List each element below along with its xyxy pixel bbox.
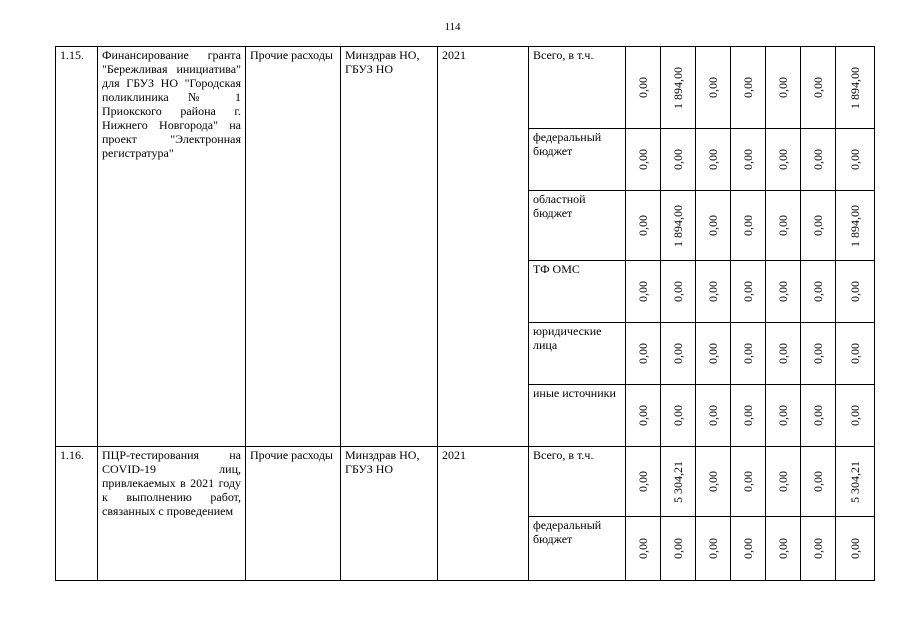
amount-cell — [836, 517, 875, 581]
amount-cell — [836, 385, 875, 447]
amount-cell — [766, 261, 801, 323]
amount-value: 0,00 — [848, 538, 862, 559]
amount-value: 0,00 — [776, 149, 790, 170]
amount-cell — [661, 385, 696, 447]
amount-cell — [836, 447, 875, 517]
amount-cell — [801, 47, 836, 129]
amount-value: 5 304,21 — [671, 460, 685, 503]
funding-source-label: юридические лица — [529, 323, 626, 385]
amount-value: 0,00 — [741, 215, 755, 236]
amount-cell — [836, 47, 875, 129]
funding-source-label: иные источники — [529, 385, 626, 447]
amount-cell — [696, 191, 731, 261]
amount-value: 0,00 — [776, 343, 790, 364]
amount-cell — [731, 129, 766, 191]
amount-cell — [766, 517, 801, 581]
amount-cell — [731, 447, 766, 517]
amount-value: 0,00 — [706, 281, 720, 302]
expense-type: Прочие расходы — [246, 47, 341, 447]
amount-cell — [766, 447, 801, 517]
amount-value: 0,00 — [636, 471, 650, 492]
amount-cell — [766, 129, 801, 191]
amount-value: 0,00 — [811, 281, 825, 302]
amount-cell — [801, 447, 836, 517]
amount-cell — [766, 191, 801, 261]
amount-cell — [836, 261, 875, 323]
amount-cell — [836, 129, 875, 191]
expense-type: Прочие расходы — [246, 447, 341, 581]
amount-value: 0,00 — [636, 281, 650, 302]
amount-value: 0,00 — [741, 281, 755, 302]
amount-value: 1 894,00 — [848, 66, 862, 109]
amount-cell — [696, 129, 731, 191]
amount-cell — [696, 385, 731, 447]
year: 2021 — [438, 447, 529, 581]
funding-source-label: федеральный бюджет — [529, 129, 626, 191]
amount-cell — [766, 47, 801, 129]
funding-source-label: Всего, в т.ч. — [529, 47, 626, 129]
amount-cell — [626, 261, 661, 323]
amount-value: 5 304,21 — [848, 460, 862, 503]
amount-cell — [731, 517, 766, 581]
amount-value: 0,00 — [848, 343, 862, 364]
amount-value: 0,00 — [706, 77, 720, 98]
amount-value: 0,00 — [811, 215, 825, 236]
amount-value: 0,00 — [811, 405, 825, 426]
amount-value: 0,00 — [706, 149, 720, 170]
amount-cell — [801, 129, 836, 191]
amount-cell — [696, 261, 731, 323]
amount-cell — [766, 323, 801, 385]
amount-value: 0,00 — [776, 77, 790, 98]
amount-cell — [661, 129, 696, 191]
amount-value: 0,00 — [848, 281, 862, 302]
amount-cell — [731, 261, 766, 323]
amount-cell — [661, 191, 696, 261]
amount-cell — [731, 323, 766, 385]
amount-value: 0,00 — [671, 405, 685, 426]
amount-value: 0,00 — [811, 471, 825, 492]
amount-value: 0,00 — [776, 405, 790, 426]
funding-source-label: федеральный бюджет — [529, 517, 626, 581]
amount-value: 0,00 — [706, 343, 720, 364]
amount-cell — [836, 323, 875, 385]
amount-value: 0,00 — [741, 538, 755, 559]
page-number: 114 — [444, 21, 461, 33]
amount-value: 0,00 — [741, 343, 755, 364]
item-number: 1.16. — [56, 447, 98, 581]
executor: Минздрав НО, ГБУЗ НО — [341, 447, 438, 581]
amount-cell — [801, 385, 836, 447]
budget-table — [55, 46, 875, 581]
amount-value: 0,00 — [671, 538, 685, 559]
amount-cell — [626, 517, 661, 581]
amount-value: 0,00 — [706, 471, 720, 492]
amount-cell — [836, 191, 875, 261]
item-number: 1.15. — [56, 47, 98, 447]
table-row — [56, 47, 875, 129]
amount-value: 0,00 — [671, 281, 685, 302]
table-row — [56, 447, 875, 517]
executor: Минздрав НО, ГБУЗ НО — [341, 47, 438, 447]
amount-value: 0,00 — [776, 215, 790, 236]
amount-value: 0,00 — [636, 538, 650, 559]
amount-cell — [801, 323, 836, 385]
amount-value: 1 894,00 — [848, 204, 862, 247]
amount-cell — [626, 129, 661, 191]
amount-value: 0,00 — [706, 215, 720, 236]
amount-value: 0,00 — [636, 149, 650, 170]
amount-cell — [731, 385, 766, 447]
amount-cell — [731, 191, 766, 261]
amount-cell — [696, 47, 731, 129]
amount-cell — [661, 323, 696, 385]
amount-cell — [661, 517, 696, 581]
amount-value: 0,00 — [741, 471, 755, 492]
amount-value: 0,00 — [671, 343, 685, 364]
amount-cell — [661, 447, 696, 517]
funding-source-label: областной бюджет — [529, 191, 626, 261]
amount-cell — [696, 517, 731, 581]
amount-value: 1 894,00 — [671, 204, 685, 247]
amount-cell — [801, 261, 836, 323]
amount-cell — [626, 323, 661, 385]
amount-cell — [626, 385, 661, 447]
amount-value: 0,00 — [741, 77, 755, 98]
amount-value: 0,00 — [811, 538, 825, 559]
amount-value: 0,00 — [848, 405, 862, 426]
amount-value: 0,00 — [776, 281, 790, 302]
amount-value: 0,00 — [811, 77, 825, 98]
funding-source-label: ТФ ОМС — [529, 261, 626, 323]
amount-value: 0,00 — [776, 471, 790, 492]
amount-value: 0,00 — [636, 343, 650, 364]
amount-value: 0,00 — [636, 77, 650, 98]
amount-cell — [696, 323, 731, 385]
amount-value: 0,00 — [706, 405, 720, 426]
amount-cell — [661, 261, 696, 323]
amount-value: 0,00 — [848, 149, 862, 170]
amount-value: 0,00 — [706, 538, 720, 559]
amount-value: 0,00 — [636, 215, 650, 236]
amount-cell — [731, 47, 766, 129]
amount-value: 0,00 — [776, 538, 790, 559]
amount-value: 0,00 — [811, 149, 825, 170]
amount-value: 0,00 — [741, 405, 755, 426]
amount-cell — [626, 47, 661, 129]
amount-cell — [801, 191, 836, 261]
amount-value: 1 894,00 — [671, 66, 685, 109]
amount-cell — [661, 47, 696, 129]
amount-cell — [801, 517, 836, 581]
year: 2021 — [438, 47, 529, 447]
funding-source-label: Всего, в т.ч. — [529, 447, 626, 517]
amount-cell — [626, 191, 661, 261]
amount-cell — [696, 447, 731, 517]
amount-cell — [626, 447, 661, 517]
amount-value: 0,00 — [811, 343, 825, 364]
amount-value: 0,00 — [636, 405, 650, 426]
item-description: ПЦР-тестирования на COVID-19 лиц, привлекаемых в 2021 году к выполнению работ, связанных с проведением — [98, 447, 246, 581]
amount-value: 0,00 — [671, 149, 685, 170]
item-description: Финансирование гранта "Бережливая инициатива" для ГБУЗ НО "Городская поликлиника № 1 Приокского района г. Нижнего Новгорода" на проект "Электронная регистратура" — [98, 47, 246, 447]
amount-value: 0,00 — [741, 149, 755, 170]
amount-cell — [766, 385, 801, 447]
